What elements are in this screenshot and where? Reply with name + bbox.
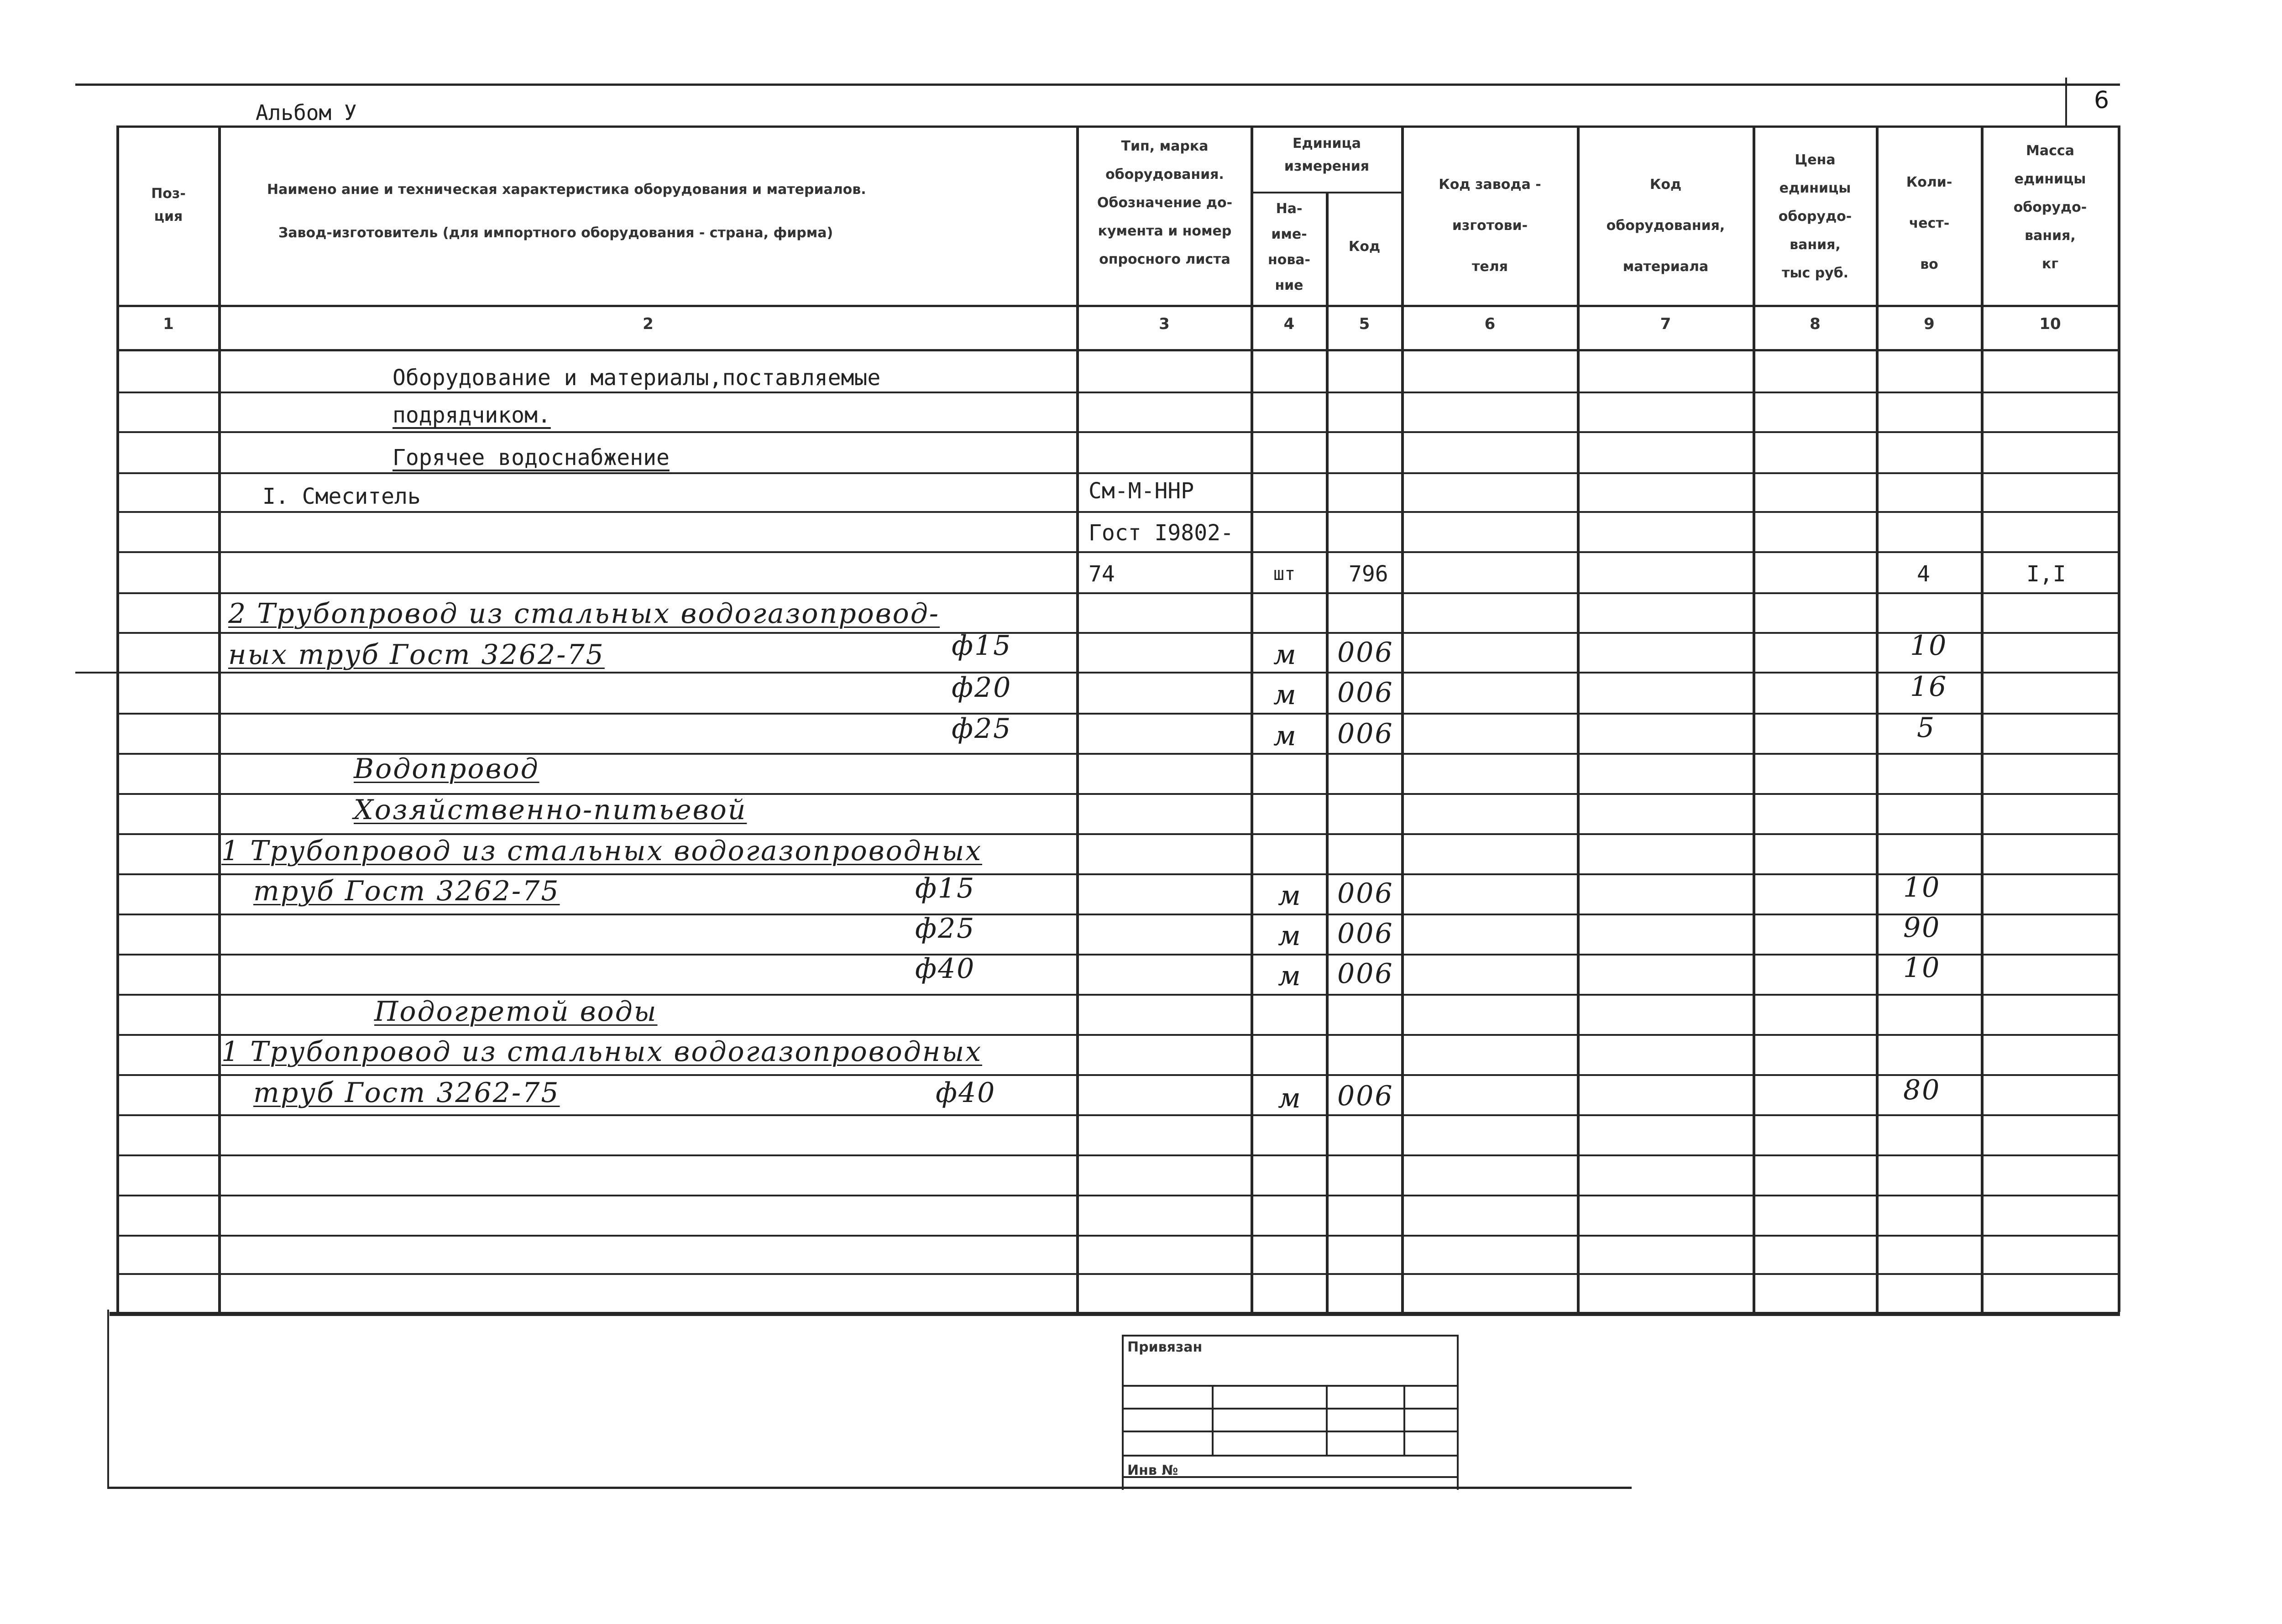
header-type: Тип, марка оборудования. Обозначение до- кумента и номер опросного листа: [1097, 138, 1233, 267]
stamp-top: [1122, 1335, 1459, 1337]
item-mixer-type-3: 74: [1089, 561, 1115, 587]
stamp-line: [1122, 1385, 1459, 1387]
album-title: Альбом У: [256, 100, 357, 125]
item-pipe-heated-diameter: ф40: [936, 1077, 996, 1109]
item-mixer-quantity: 4: [1917, 561, 1930, 587]
item-mixer-unit-code: 796: [1349, 561, 1388, 587]
lower-frame-bottom: [107, 1487, 1632, 1489]
section-title-contractor: Оборудование и материалы,поставляемые: [393, 365, 881, 391]
stamp-left: [1122, 1335, 1124, 1490]
col-divider-5-6: [1401, 125, 1404, 1312]
item-pipe-drinking-line2: труб Гост 3262-75: [253, 875, 560, 907]
row-line: [116, 511, 2120, 513]
item-mixer-unit: шт: [1273, 564, 1296, 585]
top-border-line: [75, 84, 2120, 86]
item-pipe-drinking-unit-code: 006: [1337, 877, 1394, 909]
row-line: [116, 392, 2120, 393]
row-line: [116, 472, 2120, 474]
col-divider-8-9: [1876, 125, 1879, 1312]
item-pipe-hot-diameter: ф15: [952, 630, 1012, 662]
item-pipe-heated-unit-code: 006: [1337, 1080, 1394, 1112]
row-line: [116, 431, 2120, 433]
item-pipe-heated-quantity: 80: [1903, 1074, 1941, 1106]
header-factory-code: Код завода - изготови- теля: [1439, 177, 1541, 275]
item-pipe-hot-quantity: 10: [1910, 630, 1948, 662]
item-mixer-type-1: См-М-ННР: [1089, 478, 1194, 504]
col-divider-1-2: [218, 125, 221, 1312]
sheet-number-divider: [2065, 78, 2067, 128]
header-position: Поз- ция: [151, 186, 186, 225]
item-pipe-hot-line1: 2 Трубопровод из стальных водогазопровод-: [228, 598, 940, 630]
header-unit-mass: Масса единицы оборудо- вания, кг: [2013, 143, 2087, 272]
row-line: [116, 1114, 2120, 1116]
column-number-top-line: [116, 305, 2120, 307]
item-pipe-hot-line2: ных труб Гост 3262-75: [228, 639, 605, 671]
section-title-drinking-water: Хозяйственно-питьевой: [354, 794, 747, 826]
header-equipment-code: Код оборудования, материала: [1606, 177, 1725, 275]
item-pipe-heated-unit: м: [1278, 1082, 1302, 1114]
row-line: [116, 954, 2120, 956]
header-name-line1: Наимено ание и техническая характеристика оборудования и материалов.: [267, 182, 866, 198]
column-number-bottom-line: [116, 349, 2120, 351]
header-quantity: Коли- чест- во: [1906, 174, 1952, 272]
col-divider-7-8: [1753, 125, 1755, 1312]
item-pipe-drinking-line1: 1 Трубопровод из стальных водогазопроводных: [221, 835, 983, 867]
item-pipe-drinking-quantity: 90: [1903, 912, 1941, 944]
header-unit-name: На- име- нова- ние: [1267, 201, 1311, 293]
stamp-line: [1122, 1431, 1459, 1432]
lower-frame-left: [107, 1310, 109, 1488]
item-mixer-mass: I,I: [2026, 561, 2066, 587]
item-pipe-hot-unit: м: [1273, 639, 1298, 671]
item-pipe-hot-unit: м: [1273, 720, 1298, 752]
row-line: [116, 1235, 2120, 1237]
column-number: 6: [1484, 315, 1496, 333]
item-pipe-heated-line2: труб Гост 3262-75: [253, 1077, 560, 1109]
item-pipe-drinking-unit: м: [1278, 880, 1302, 912]
section-title-water-supply: Водопровод: [354, 753, 539, 785]
row-line: [116, 1273, 2120, 1275]
row-line: [116, 632, 2120, 634]
col-divider-3-4: [1251, 125, 1253, 1312]
item-pipe-drinking-diameter: ф25: [915, 913, 976, 945]
row-line: [116, 592, 2120, 594]
column-number: 3: [1159, 315, 1170, 333]
item-pipe-hot-unit-code: 006: [1337, 677, 1394, 709]
item-mixer-type-2: Гост I9802-: [1089, 520, 1234, 546]
table-top-line: [116, 125, 2120, 128]
item-pipe-hot-unit: м: [1273, 679, 1298, 711]
item-pipe-drinking-quantity: 10: [1903, 872, 1941, 903]
stamp-inventory-label: Инв №: [1127, 1462, 1178, 1478]
column-number: 10: [2039, 315, 2061, 333]
stamp-line: [1122, 1455, 1459, 1457]
row-line: [75, 672, 2120, 674]
item-pipe-hot-unit-code: 006: [1337, 637, 1394, 668]
header-unit-price: Цена единицы оборудо- вания, тыс руб.: [1778, 152, 1852, 281]
item-pipe-heated-line1: 1 Трубопровод из стальных водогазопроводных: [221, 1036, 983, 1068]
row-line: [116, 1154, 2120, 1156]
item-pipe-drinking-unit-code: 006: [1337, 958, 1394, 990]
column-number: 1: [163, 315, 174, 333]
column-number: 8: [1810, 315, 1821, 333]
column-number: 9: [1924, 315, 1935, 333]
table-left-border: [116, 125, 119, 1312]
row-line: [116, 1195, 2120, 1196]
item-pipe-hot-diameter: ф20: [952, 672, 1012, 704]
stamp-divider: [1326, 1385, 1328, 1456]
row-line: [116, 551, 2120, 553]
section-title-hot-water: Горячее водоснабжение: [393, 445, 670, 470]
column-number: 4: [1283, 315, 1295, 333]
item-pipe-drinking-unit: м: [1278, 960, 1302, 992]
item-mixer-name: I. Смеситель: [262, 484, 421, 509]
col-divider-9-10: [1981, 125, 1984, 1312]
stamp-right: [1457, 1335, 1459, 1490]
stamp-divider: [1403, 1385, 1405, 1456]
item-pipe-hot-quantity: 5: [1917, 712, 1936, 744]
col-divider-2-3: [1076, 125, 1079, 1312]
header-unit-group: Единица измерения: [1284, 136, 1370, 174]
item-pipe-hot-diameter: ф25: [952, 713, 1012, 745]
header-name-line2: Завод-изготовитель (для импортного оборудования - страна, фирма): [278, 225, 833, 241]
stamp-divider: [1212, 1385, 1214, 1456]
row-line: [116, 914, 2120, 915]
item-pipe-drinking-unit: м: [1278, 920, 1302, 952]
column-number: 5: [1359, 315, 1370, 333]
table-right-border: [2118, 125, 2120, 1312]
lower-frame-line: [110, 1314, 2120, 1316]
stamp-title: Привязан: [1127, 1339, 1203, 1355]
item-pipe-drinking-diameter: ф15: [915, 872, 976, 904]
section-title-heated-water: Подогретой воды: [374, 996, 658, 1028]
item-pipe-hot-unit-code: 006: [1337, 718, 1394, 750]
column-number: 2: [643, 315, 654, 333]
header-unit-code: Код: [1348, 239, 1381, 255]
col-divider-4-5: [1326, 192, 1329, 1312]
item-pipe-drinking-diameter: ф40: [915, 953, 976, 985]
stamp-line: [1122, 1408, 1459, 1410]
row-line: [116, 1074, 2120, 1076]
item-pipe-drinking-unit-code: 006: [1337, 918, 1394, 950]
row-line: [116, 713, 2120, 715]
item-pipe-hot-quantity: 16: [1910, 671, 1948, 703]
sheet-number: 6: [2094, 87, 2109, 114]
section-title-contractor-cont: подрядчиком.: [393, 402, 551, 428]
item-pipe-drinking-quantity: 10: [1903, 952, 1941, 984]
col-divider-6-7: [1577, 125, 1580, 1312]
column-number: 7: [1660, 315, 1671, 333]
